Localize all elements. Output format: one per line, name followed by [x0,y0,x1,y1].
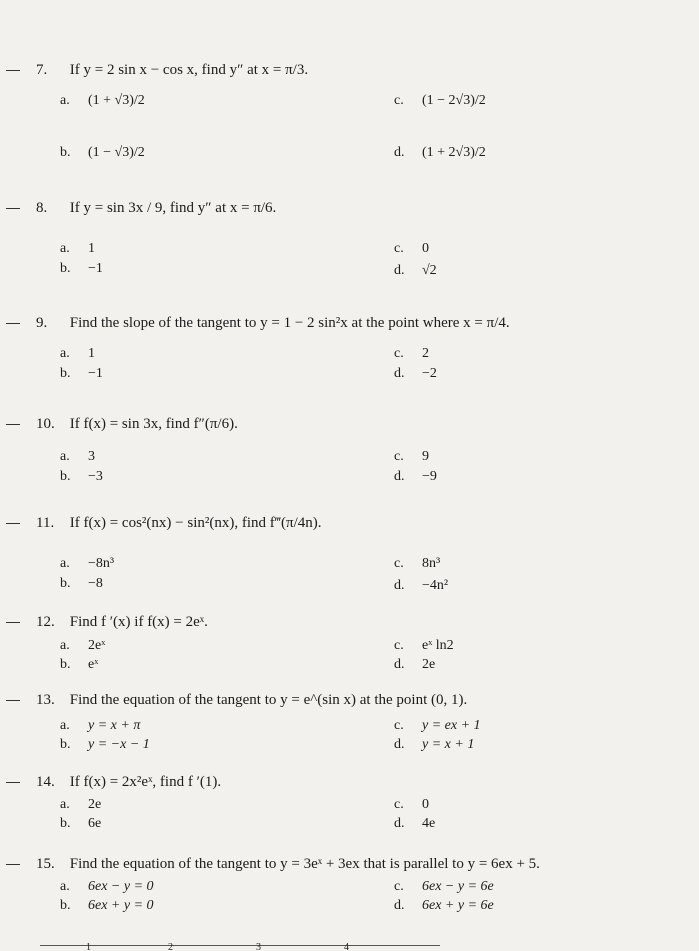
answer-blank[interactable] [6,323,20,324]
question-number: 9. [36,315,48,331]
option-d[interactable]: d. √2 [394,263,437,278]
footer-number: 4 [344,942,349,951]
option-a[interactable]: a. y = x + π [60,718,141,733]
option-a[interactable]: a. 1 [60,346,95,361]
question-number: 13. [36,692,55,708]
question-text: If y = 2 sin x − cos x, find y″ at x = π/3. [69,62,309,78]
footer-number: 3 [256,942,261,951]
option-b[interactable]: b. −8 [60,576,103,591]
option-c[interactable]: c. 6ex − y = 6e [394,879,494,894]
footer-number: 1 [86,942,91,951]
option-d[interactable]: d. (1 + 2√3)/2 [394,145,486,160]
option-c[interactable]: c. (1 − 2√3)/2 [394,93,486,108]
option-d[interactable]: d. −9 [394,469,437,484]
option-a[interactable]: a. 1 [60,241,95,256]
question-text: If f(x) = cos²(nx) − sin²(nx), find f‴(π/4n). [69,515,322,531]
question-text: If f(x) = sin 3x, find f″(π/6). [69,416,238,432]
question-number: 7. [36,62,48,78]
option-d[interactable]: d. −2 [394,366,437,381]
answer-blank[interactable] [6,523,20,524]
footer-divider [40,945,440,946]
option-b[interactable]: b. −1 [60,366,103,381]
option-b[interactable]: b. −1 [60,261,103,276]
option-c[interactable]: c. eˣ ln2 [394,638,454,653]
answer-blank[interactable] [6,70,20,71]
option-a[interactable]: a. −8n³ [60,556,115,571]
option-b[interactable]: b. −3 [60,469,103,484]
option-c[interactable]: c. 8n³ [394,556,441,571]
option-c[interactable]: c. 0 [394,241,429,256]
footer-number-row [0,938,699,951]
option-a[interactable]: a. 2eˣ [60,638,106,653]
option-b[interactable]: b. y = −x − 1 [60,737,150,752]
option-a[interactable]: a. (1 + √3)/2 [60,93,145,108]
answer-blank[interactable] [6,700,20,701]
question-text: Find the equation of the tangent to y = e^(sin x) at the point (0, 1). [69,692,468,708]
answer-blank[interactable] [6,864,20,865]
answer-blank[interactable] [6,622,20,623]
option-c[interactable]: c. 9 [394,449,429,464]
option-c[interactable]: c. y = ex + 1 [394,718,481,733]
option-d[interactable]: d. 2e [394,657,436,672]
option-c[interactable]: c. 0 [394,797,429,812]
option-d[interactable]: d. 4e [394,816,436,831]
question-number: 15. [36,856,55,872]
option-b[interactable]: b. 6ex + y = 0 [60,898,154,913]
question-text: If f(x) = 2x²eˣ, find f ′(1). [69,774,222,790]
question-text: Find f ′(x) if f(x) = 2eˣ. [69,614,208,630]
option-d[interactable]: d. y = x + 1 [394,737,475,752]
option-a[interactable]: a. 3 [60,449,95,464]
question-number: 11. [36,515,55,531]
option-c[interactable]: c. 2 [394,346,429,361]
question-text: If y = sin 3x / 9, find y″ at x = π/6. [69,200,277,216]
question-number: 10. [36,416,55,432]
option-b[interactable]: b. (1 − √3)/2 [60,145,145,160]
question-text: Find the equation of the tangent to y = 3eˣ + 3ex that is parallel to y = 6ex + 5. [69,856,540,872]
question-number: 14. [36,774,55,790]
answer-blank[interactable] [6,424,20,425]
answer-blank[interactable] [6,208,20,209]
option-d[interactable]: d. 6ex + y = 6e [394,898,494,913]
option-b[interactable]: b. 6e [60,816,102,831]
question-number: 8. [36,200,48,216]
option-b[interactable]: b. eˣ [60,657,99,672]
footer-number: 2 [168,942,173,951]
answer-blank[interactable] [6,782,20,783]
option-d[interactable]: d. −4n² [394,578,449,593]
option-a[interactable]: a. 2e [60,797,102,812]
question-text: Find the slope of the tangent to y = 1 − 2 sin²x at the point where x = π/4. [69,315,510,331]
option-a[interactable]: a. 6ex − y = 0 [60,879,154,894]
question-number: 12. [36,614,55,630]
